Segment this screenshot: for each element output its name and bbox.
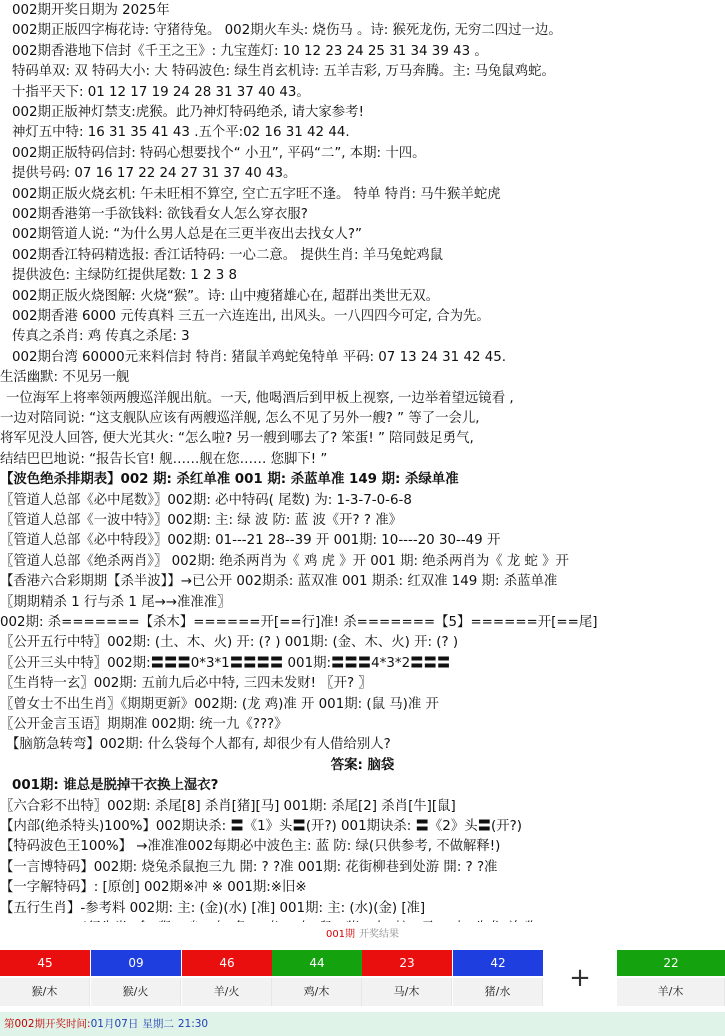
document-line: 提供号码: 07 16 17 22 24 27 31 37 40 43。 (12, 166, 297, 182)
document-line: 002期香港第一手欲钱料: 欲钱看女人怎么穿衣服? (12, 207, 308, 222)
ball-number-2: 09 (91, 950, 181, 976)
ball-number-1: 45 (0, 950, 90, 976)
ball-number-5: 23 (362, 950, 452, 976)
document-line: 002期开奖日期为 2025年 (12, 3, 170, 18)
document-line: 002期台湾 60000元来料信封 特肖: 猪鼠羊鸡蛇兔特单 平码: 07 13 24 31 42 45. (12, 349, 507, 365)
footer-weekday: 星期二 (142, 1018, 174, 1030)
document-line: 生活幽默: 不见另一舰 (0, 370, 130, 386)
document-line: 001期: 谁总是脱掉干衣换上湿衣? (12, 778, 219, 794)
document-line: 将军见没人回答, 便大光其火: “怎么啦? 另一艘到哪去了? 笨蛋! ” 陪同鼓足勇气, (0, 431, 474, 447)
document-line: 【一言博特码】002期: 烧兔杀鼠抱三九 開: ? ?准 001期: 花街柳巷到处游 開: ? ?准 (0, 859, 498, 875)
document-line: 一边对陪同说: “这支舰队应该有两艘巡洋舰, 怎么不见了另外一艘? ” 等了一会儿, (0, 411, 480, 426)
draw-title-suffix: 开奖结果 (359, 929, 400, 940)
document-line: 十指平天下: 01 12 17 19 24 28 31 37 40 43。 (12, 84, 310, 100)
document-line: 神灯五中特: 16 31 35 41 43 .五个平:02 16 31 42 44. (12, 125, 350, 141)
ball-number-3: 46 (182, 950, 272, 976)
document-line: 〖六合彩不出特〗002期: 杀尾[8] 杀肖[猪][马] 001期: 杀尾[2] 杀肖[牛][鼠] (0, 798, 456, 814)
document-line: 【波色绝杀排期表】002 期: 杀红单准 001 期: 杀蓝单准 149 期: 杀绿单准 (0, 472, 459, 488)
document-line: 一位海军上将率领两艘巡洋舰出航。一天, 他喝酒后到甲板上视察, 一边举着望远镜看 , (6, 390, 514, 406)
draw-result-title (0, 926, 725, 944)
document-line: 〖管道人总部《绝杀两肖》〗 002期: 绝杀两肖为《 鸡 虎 》开 001 期: 绝杀两肖为《 龙 蛇 》开 (0, 553, 569, 569)
document-line: 【特码波色王100%】 →准准准002每期必中波色主: 蓝 防: 绿(只供参考, 不做解释!) (0, 839, 501, 855)
document-line: 002期正版神灯禁支:虎猴。此乃神灯特码绝杀, 请大家参考! (12, 105, 364, 120)
document-line: 〖管道人总部《必中特段》〗002期: 01---21 28--39 开 001期: 10----20 30--49 开 (0, 533, 501, 549)
special-ball-number: 22 (617, 950, 725, 976)
document-line: 【香港六合彩期期【杀半波】】→已公开 002期杀: 蓝双准 001 期杀: 红双准 149 期: 杀蓝单准 (0, 574, 558, 590)
document-line: 〖公开三头中特〗002期:〓〓〓0*3*1〓〓〓〓 001期:〓〓〓4*3*2〓〓〓 (0, 655, 451, 671)
document-line: 〖管道人总部《一波中特》〗002期: 主: 绿 波 防: 蓝 波《开? ? 准》 (0, 513, 403, 528)
ball-zodiac-3: 羊/火 (182, 978, 272, 1006)
plus-sign: + (544, 950, 616, 1006)
document-line: 〖生肖特一玄〗002期: 五前九后必中特, 三四未发财! 〖开? 〗 (0, 676, 372, 692)
footer-label: 第002期开奖时间: (4, 1018, 91, 1030)
document-line: 〖管道人总部《必中尾数》〗002期: 必中特码( 尾数) 为: 1-3-7-0-6-8 (0, 492, 412, 508)
document-line: 【脑筋急转弯】002期: 什么袋每个人都有, 却很少有人借给别人? (6, 737, 391, 753)
document-line: 结结巴巴地说: “报告长官! 舰……舰在您…… 您脚下! ” (0, 451, 328, 467)
document-line: 002期正版特码信封: 特码心想要找个“ 小丑”, 平码“二”, 本期: 十四。 (12, 145, 426, 161)
document-line: 〖公开五行中特〗002期: (土、木、火) 开: (? ) 001期: (金、木、火) 开: (? ) (0, 635, 459, 651)
document-line: 提供波色: 主绿防红提供尾数: 1 2 3 8 (12, 268, 238, 284)
document-line: 传真之杀肖: 鸡 传真之杀尾: 3 (12, 329, 190, 345)
draw-issue: 001期 (325, 929, 356, 940)
document-line: 002期正版四字梅花诗: 守猪待兔。 002期火车头: 烧伤马 。诗: 猴死龙伤, 无穷二四过一边。 (12, 23, 562, 39)
document-line: 答案: 脑袋 (330, 757, 395, 773)
special-ball-zodiac: 羊/木 (617, 978, 725, 1006)
ball-zodiac-5: 马/木 (362, 978, 452, 1006)
draw-time-footer (0, 1012, 725, 1036)
document-line: 002期: 杀=======【杀木】======开[==行]准! 杀=======【5】======开[==尾] (0, 615, 598, 630)
document-line: 002期香港地下信封《千王之王》: 九宝莲灯: 10 12 23 24 25 31 34 39 43 。 (12, 43, 488, 59)
footer-date: 01月07日 (90, 1018, 139, 1030)
document-line: 【一字解特码】: [原创] 002期※冲 ※ 001期:※旧※ (0, 880, 307, 896)
ball-zodiac-6: 猪/水 (453, 978, 543, 1006)
document-line: 特码单双: 双 特码大小: 大 特码波色: 绿生肖玄机诗: 五羊吉彩, 万马奔腾。主: 马兔鼠鸡蛇。 (12, 64, 555, 80)
document-line: 【五行生肖】-参考料 002期: 主: (金)(水) [准] 001期: 主: (水)(金) [准] (0, 900, 426, 916)
ball-zodiac-2: 猴/火 (91, 978, 181, 1006)
document-line: 002期香港 6000 元传真料 三五一六连连出, 出风头。一八四四今可定, 合为先。 (12, 309, 490, 324)
document-line: 【内部(绝杀特头)100%】002期诀杀: 〓《1》头〓(开?) 001期诀杀: 〓《2》头〓(开?) (0, 819, 522, 834)
document-line: 〖曾女士不出生肖〗《期期更新》002期: (龙 鸡)准 开 001期: (鼠 马)准 开 (0, 696, 439, 712)
ball-number-4: 44 (272, 950, 362, 976)
ball-number-6: 42 (453, 950, 543, 976)
ball-zodiac-1: 猴/木 (0, 978, 90, 1006)
ball-zodiac-4: 鸡/木 (272, 978, 362, 1006)
document-line: 002期香江特码精选报: 香江话特码: 一心二意。 提供生肖: 羊马兔蛇鸡鼠 (12, 247, 444, 263)
document-line: 〖公开金言玉语〗期期准 002期: 统一九《???》 (0, 717, 288, 732)
document-line: 002期管道人说: “为什么男人总是在三更半夜出去找女人?” (12, 227, 362, 243)
document-line: 002期正版火烧玄机: 午未旺相不算空, 空亡五字旺不逢。 特单 特肖: 马牛猴羊蛇虎 (12, 186, 501, 202)
document-line: 002期正版火烧图解: 火烧“猴”。诗: 山中瘦猪雄心在, 超群出类世无双。 (12, 288, 440, 304)
footer-time: 21:30 (177, 1018, 209, 1030)
document-line: 〖期期精杀 1 行与杀 1 尾→→准准准〗 (0, 594, 231, 610)
